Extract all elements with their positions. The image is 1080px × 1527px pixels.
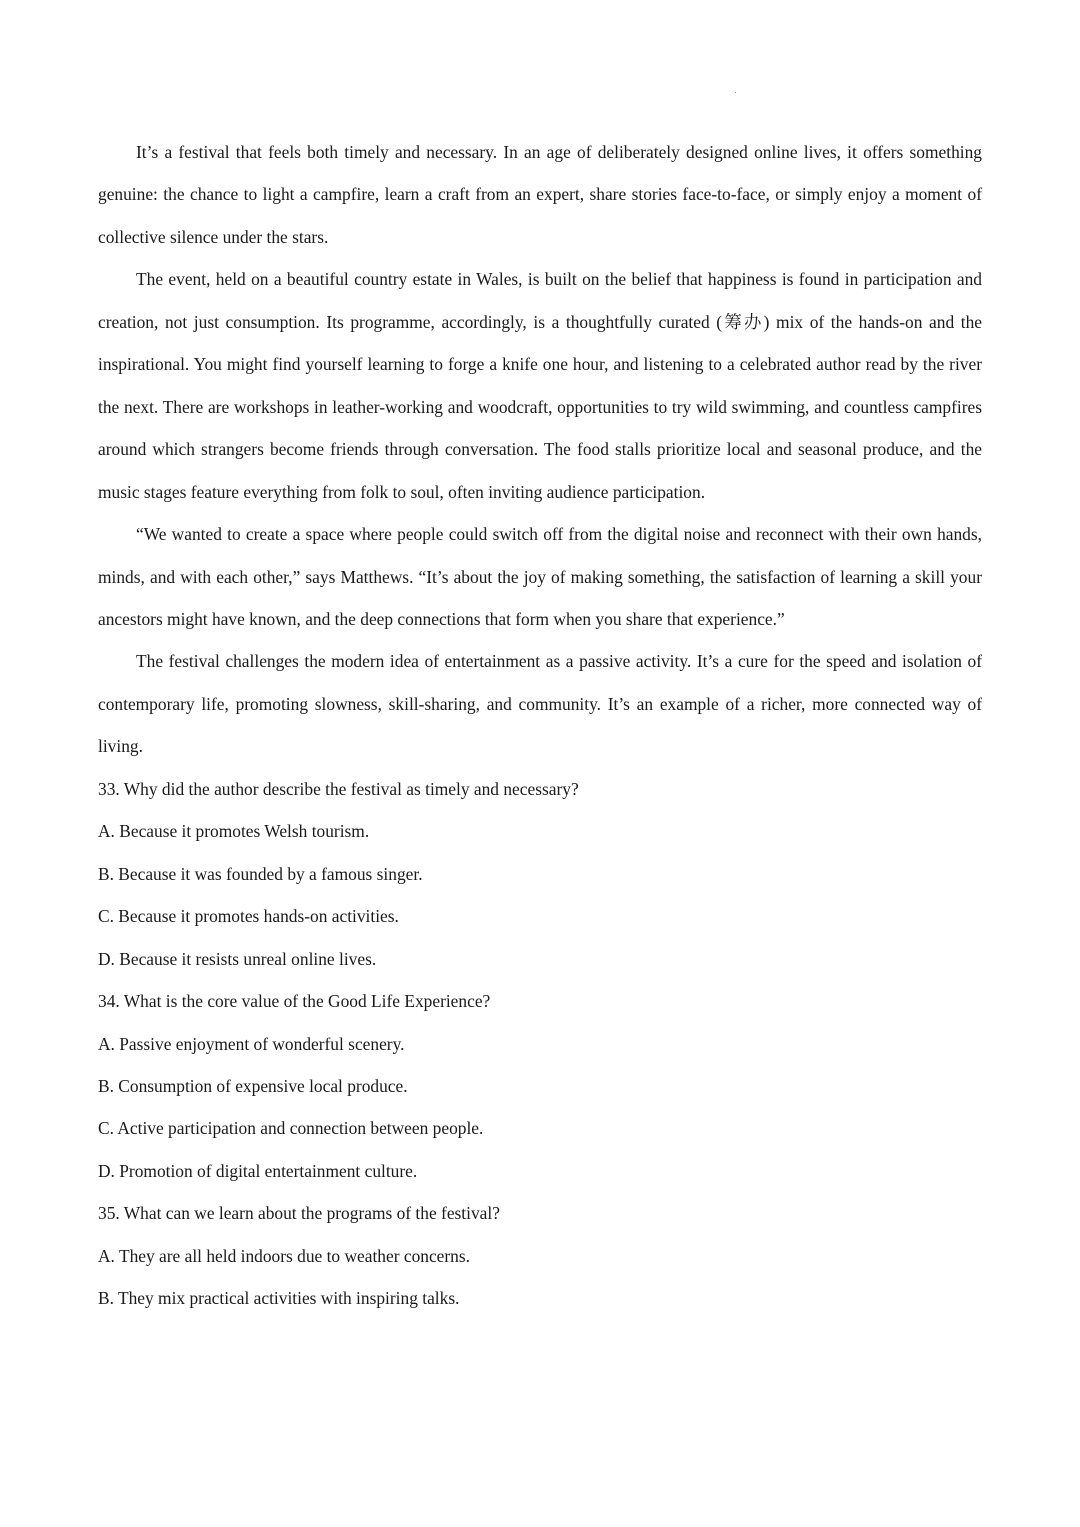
question-34-option-c: C. Active participation and connection between people. <box>98 1118 484 1139</box>
question-33-option-a: A. Because it promotes Welsh tourism. <box>98 821 370 842</box>
passage-paragraph-4: The festival challenges the modern idea of entertainment as a passive activity. It’s a cure for the speed and isolation of contemporary life, promoting slowness, skill-sharing, and community. It’s an example of a richer, more connected way of living. <box>98 651 982 757</box>
scan-speck <box>735 92 736 93</box>
question-35-option-a: A. They are all held indoors due to weather concerns. <box>98 1245 470 1266</box>
question-35-option-b: B. They mix practical activities with inspiring talks. <box>98 1288 460 1309</box>
exam-page <box>98 131 982 1320</box>
passage-paragraph-3: “We wanted to create a space where people could switch off from the digital noise and reconnect with their own hands, minds, and with each other,” says Matthews. “It’s about the joy of making something, the satisfaction of learning a skill your ancestors might have known, and the deep connections that form when you share that experience.” <box>98 524 982 629</box>
question-34-option-d: D. Promotion of digital entertainment culture. <box>98 1160 418 1181</box>
question-34-option-a: A. Passive enjoyment of wonderful scenery. <box>98 1033 405 1054</box>
passage-paragraph-2: The event, held on a beautiful country estate in Wales, is built on the belief that happiness is found in participation and creation, not just consumption. Its programme, accordingly, is a thoughtfully curated (筹办) mix of the hands-on and the inspirational. You might find yourself learning to forge a knife one hour, and listening to a celebrated author read by the river the next. There are workshops in leather-working and woodcraft, opportunities to try wild swimming, and countless campfires around which strangers become friends through conversation. The food stalls prioritize local and seasonal produce, and the music stages feature everything from folk to soul, often inviting audience participation. <box>98 269 982 502</box>
question-35-stem: 35. What can we learn about the programs of the festival? <box>98 1203 500 1224</box>
question-33 <box>98 768 982 980</box>
passage-paragraph-1: It’s a festival that feels both timely and necessary. In an age of deliberately designed online lives, it offers something genuine: the chance to light a campfire, learn a craft from an expert, share stories face-to-face, or simply enjoy a moment of collective silence under the stars. <box>98 142 982 247</box>
question-33-option-d: D. Because it resists unreal online lives. <box>98 948 377 969</box>
question-33-option-b: B. Because it was founded by a famous singer. <box>98 863 423 884</box>
question-34-option-b: B. Consumption of expensive local produce. <box>98 1075 408 1096</box>
question-35 <box>98 1192 982 1319</box>
question-33-option-c: C. Because it promotes hands-on activities. <box>98 906 399 927</box>
question-34-stem: 34. What is the core value of the Good Life Experience? <box>98 991 491 1012</box>
question-34 <box>98 980 982 1192</box>
question-33-stem: 33. Why did the author describe the festival as timely and necessary? <box>98 778 579 799</box>
